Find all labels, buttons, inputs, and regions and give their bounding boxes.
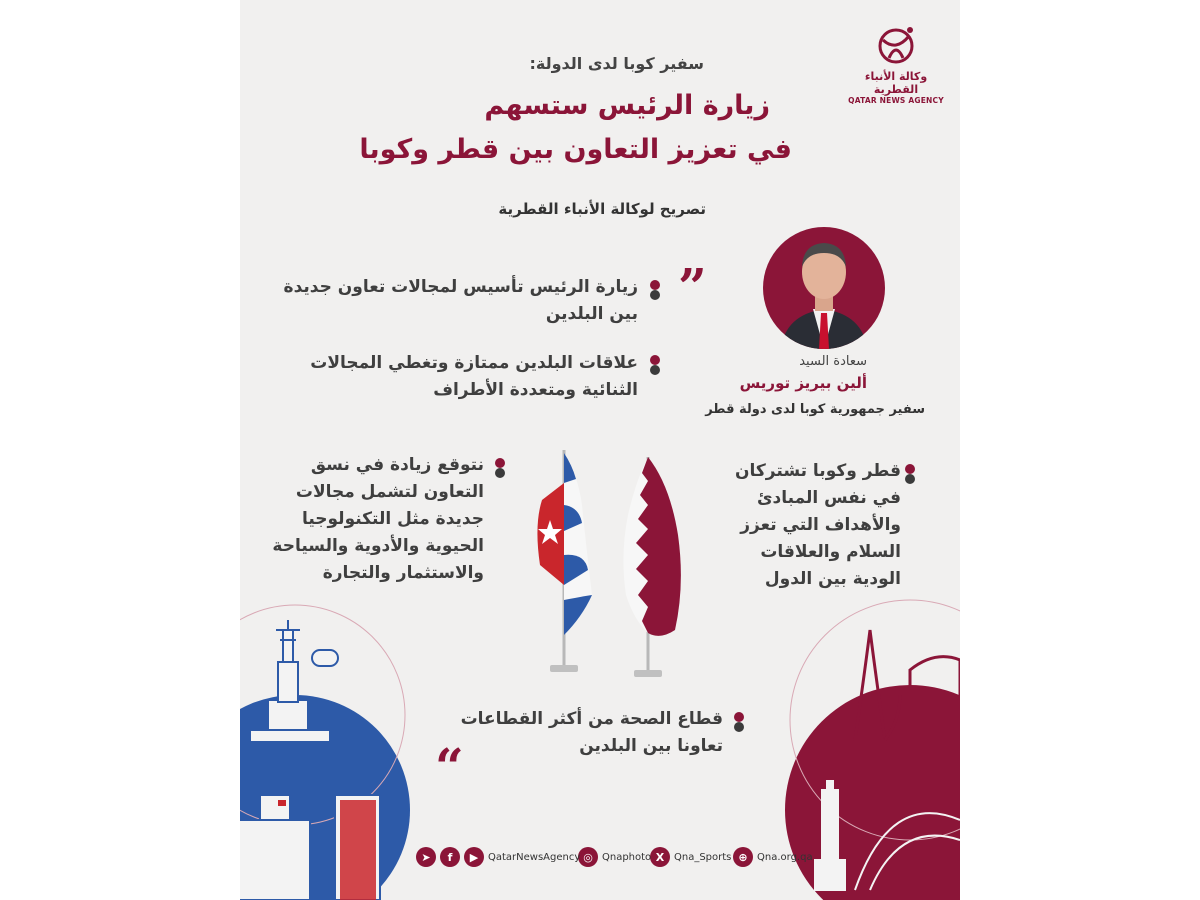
qna-logo: [848, 22, 944, 105]
bullet-dot: [650, 355, 662, 375]
bullet-5: [461, 706, 723, 760]
bullet-3-line-1: نتوقع زيادة في نسق: [310, 455, 484, 475]
bullet-3-line-5: والاستثمار والتجارة: [322, 563, 484, 583]
bullet-4: [735, 458, 901, 593]
headline-line-1: زيارة الرئيس ستسهم: [484, 90, 770, 121]
bullet-dot: [734, 712, 746, 732]
website-label: Qna.org.qa: [757, 851, 813, 863]
bullet-1-line-1: زيارة الرئيس تأسيس لمجالات تعاون جديدة: [283, 277, 638, 297]
open-quote-mark: ”: [678, 257, 707, 316]
globe-icon: ⊕: [733, 847, 753, 867]
telegram-icon: ➤: [416, 847, 436, 867]
bullet-2: [310, 350, 638, 404]
x-handle-label: Qna_Sports: [674, 851, 732, 863]
x-icon: X: [650, 847, 670, 867]
facebook-icon: f: [440, 847, 460, 867]
bullet-dot: [495, 458, 507, 478]
cuba-flag-icon: [537, 450, 592, 672]
bullet-2-line-2: الثنائية ومتعددة الأطراف: [433, 380, 638, 400]
bullet-3-line-3: جديدة مثل التكنولوجيا: [301, 509, 484, 529]
bullet-4-line-4: السلام والعلاقات: [760, 542, 901, 562]
social-website[interactable]: [733, 844, 813, 870]
bullet-2-line-1: علاقات البلدين ممتازة وتغطي المجالات: [310, 353, 638, 373]
logo-english-name: QATAR NEWS AGENCY: [848, 96, 944, 105]
qna-emblem-icon: [873, 22, 919, 68]
infographic-poster: [240, 0, 960, 900]
bullet-1-line-2: بين البلدين: [545, 304, 638, 324]
logo-arabic-name: وكالة الأنباء القطرية: [864, 70, 928, 96]
instagram-icon: ◎: [578, 847, 598, 867]
close-quote-mark: “: [435, 737, 464, 796]
headline-line-2: في تعزيز التعاون بين قطر وكوبا: [359, 134, 792, 165]
social-instagram[interactable]: [578, 844, 651, 870]
kicker-text: سفير كوبا لدى الدولة:: [529, 54, 704, 73]
speaker-honorific: سعادة السيد: [799, 354, 867, 369]
bullet-4-line-3: والأهداف التي تعزز: [740, 515, 901, 535]
bullet-4-line-2: في نفس المبادئ: [756, 488, 901, 508]
bullet-3: [272, 452, 484, 587]
bullet-4-line-5: الودية بين الدول: [764, 569, 901, 589]
bullet-3-line-4: الحيوية والأدوية والسياحة: [272, 536, 484, 556]
bullet-5-line-2: تعاونا بين البلدين: [579, 736, 723, 756]
social-x[interactable]: [650, 844, 731, 870]
social-agency[interactable]: [416, 844, 580, 870]
flags-illustration: [530, 445, 700, 680]
qatar-flag-icon: [623, 457, 680, 677]
instagram-handle-label: Qnaphoto: [602, 851, 652, 863]
youtube-icon: ▶: [464, 847, 484, 867]
bullet-dot: [905, 464, 917, 484]
bullet-dot: [650, 280, 662, 300]
agency-handle-label: QatarNewsAgency: [488, 851, 581, 863]
speaker-role: سفير جمهورية كوبا لدى دولة قطر: [705, 402, 925, 417]
speaker-name: ألين بيريز توريس: [739, 374, 867, 392]
bullet-3-line-2: التعاون لتشمل مجالات: [295, 482, 484, 502]
speaker-photo: [763, 227, 885, 349]
bullet-5-line-1: قطاع الصحة من أكثر القطاعات: [460, 709, 723, 729]
subtitle: تصريح لوكالة الأنباء القطرية: [498, 200, 706, 218]
bullet-4-line-1: قطر وكوبا تشتركان: [735, 461, 901, 481]
bullet-1: [284, 274, 638, 328]
